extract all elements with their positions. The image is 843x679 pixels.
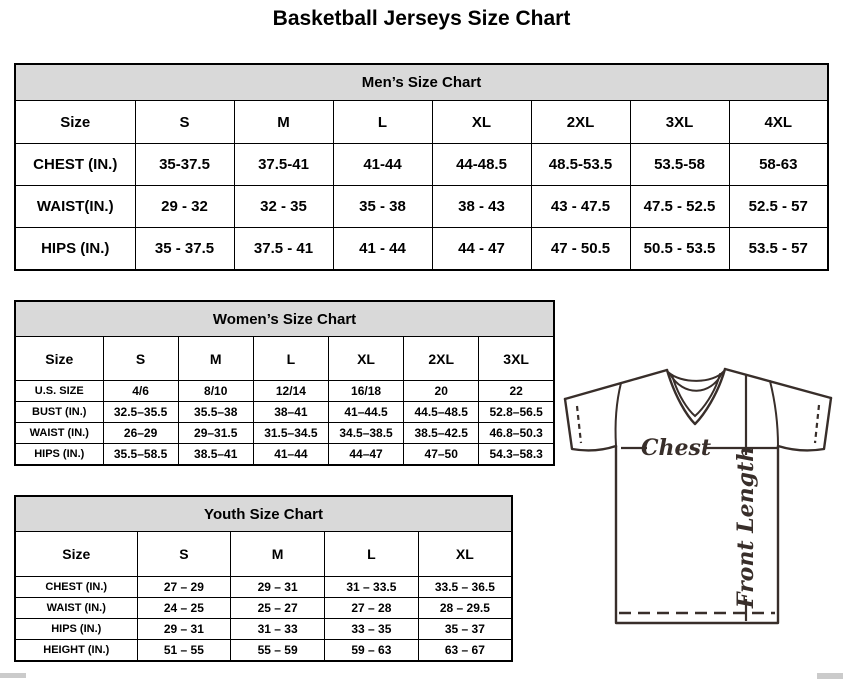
row-label-cell: WAIST (IN.) [15,598,137,619]
value-cell: 31.5–34.5 [253,423,328,444]
column-header-cell: L [253,337,328,381]
value-cell: 35 – 37 [418,619,512,640]
table-title-row [15,301,554,337]
value-cell: 32 - 35 [234,186,333,228]
bottom-left-crop-handle [0,673,26,678]
column-header-cell: M [178,337,253,381]
jersey-right-sleeve-outline [778,398,831,450]
column-header-cell: 4XL [729,101,828,144]
column-header-cell: Size [15,101,135,144]
row-label-cell: HEIGHT (IN.) [15,640,137,662]
value-cell: 37.5 - 41 [234,228,333,271]
value-cell: 38 - 43 [432,186,531,228]
value-cell: 47 - 50.5 [531,228,630,271]
jersey-left-sleeve-outline [565,399,616,450]
page-title: Basketball Jerseys Size Chart [272,7,571,30]
value-cell: 41-44 [333,144,432,186]
value-cell: 44-48.5 [432,144,531,186]
row-label-cell: WAIST(IN.) [15,186,135,228]
jersey-collar-back-arc [668,371,724,381]
jersey-right-shoulder-line [725,369,831,398]
table-row [15,228,828,271]
table-header-row [15,532,512,577]
value-cell: 29 – 31 [137,619,231,640]
value-cell: 63 – 67 [418,640,512,662]
row-label-cell: HIPS (IN.) [15,228,135,271]
table-row [15,144,828,186]
value-cell: 52.5 - 57 [729,186,828,228]
table-header-row [15,337,554,381]
value-cell: 35.5–38 [178,402,253,423]
value-cell: 41–44 [253,444,328,466]
bottom-right-crop-handle [817,673,843,679]
column-header-cell: M [234,101,333,144]
row-label-cell: WAIST (IN.) [15,423,103,444]
jersey-diagram [555,355,843,651]
value-cell: 8/10 [178,381,253,402]
value-cell: 47.5 - 52.5 [630,186,729,228]
value-cell: 4/6 [103,381,178,402]
column-header-cell: 2XL [531,101,630,144]
value-cell: 25 – 27 [231,598,325,619]
row-label-cell: BUST (IN.) [15,402,103,423]
value-cell: 35-37.5 [135,144,234,186]
column-header-cell: XL [432,101,531,144]
table-row [15,423,554,444]
column-header-cell: S [135,101,234,144]
value-cell: 26–29 [103,423,178,444]
jersey-left-cuff-dashed-line [577,406,581,443]
value-cell: 31 – 33 [231,619,325,640]
table-row [15,381,554,402]
value-cell: 37.5-41 [234,144,333,186]
value-cell: 46.8–50.3 [479,423,554,444]
value-cell: 41–44.5 [328,402,403,423]
jersey-left-sleeve-seam [616,383,621,446]
value-cell: 24 – 25 [137,598,231,619]
value-cell: 52.8–56.5 [479,402,554,423]
column-header-cell: XL [328,337,403,381]
chest-label: Chest [640,435,712,461]
column-header-cell: Size [15,532,137,577]
value-cell: 58-63 [729,144,828,186]
value-cell: 54.3–58.3 [479,444,554,466]
value-cell: 32.5–35.5 [103,402,178,423]
value-cell: 48.5-53.5 [531,144,630,186]
table-row [15,598,512,619]
column-header-cell: 2XL [404,337,479,381]
value-cell: 50.5 - 53.5 [630,228,729,271]
table-row [15,577,512,598]
value-cell: 31 – 33.5 [325,577,419,598]
value-cell: 47–50 [404,444,479,466]
table-row [15,402,554,423]
column-header-cell: Size [15,337,103,381]
value-cell: 43 - 47.5 [531,186,630,228]
value-cell: 38.5–42.5 [404,423,479,444]
value-cell: 35 - 38 [333,186,432,228]
table-row [15,444,554,466]
value-cell: 27 – 28 [325,598,419,619]
mens-size-chart-table [14,63,829,271]
value-cell: 51 – 55 [137,640,231,662]
value-cell: 38.5–41 [178,444,253,466]
jersey-right-cuff-dashed-line [815,405,819,443]
table-row [15,640,512,662]
value-cell: 33 – 35 [325,619,419,640]
value-cell: 55 – 59 [231,640,325,662]
jersey-right-sleeve-seam [770,381,778,446]
column-header-cell: S [137,532,231,577]
table-title: Men’s Size Chart [15,64,828,101]
value-cell: 22 [479,381,554,402]
column-header-cell: L [325,532,419,577]
value-cell: 44 - 47 [432,228,531,271]
table-row [15,619,512,640]
value-cell: 20 [404,381,479,402]
table-row [15,186,828,228]
value-cell: 34.5–38.5 [328,423,403,444]
row-label-cell: U.S. SIZE [15,381,103,402]
column-header-cell: S [103,337,178,381]
value-cell: 35.5–58.5 [103,444,178,466]
value-cell: 29 - 32 [135,186,234,228]
column-header-cell: L [333,101,432,144]
value-cell: 33.5 – 36.5 [418,577,512,598]
column-header-cell: M [231,532,325,577]
youth-size-chart-table [14,495,513,662]
table-title-row [15,64,828,101]
table-title: Youth Size Chart [15,496,512,532]
front-length-label: Front Length [733,445,759,609]
row-label-cell: HIPS (IN.) [15,619,137,640]
value-cell: 53.5-58 [630,144,729,186]
value-cell: 12/14 [253,381,328,402]
value-cell: 44–47 [328,444,403,466]
table-header-row [15,101,828,144]
value-cell: 59 – 63 [325,640,419,662]
row-label-cell: HIPS (IN.) [15,444,103,466]
value-cell: 53.5 - 57 [729,228,828,271]
value-cell: 29–31.5 [178,423,253,444]
value-cell: 16/18 [328,381,403,402]
column-header-cell: 3XL [630,101,729,144]
row-label-cell: CHEST (IN.) [15,144,135,186]
table-title-row [15,496,512,532]
value-cell: 29 – 31 [231,577,325,598]
value-cell: 44.5–48.5 [404,402,479,423]
value-cell: 35 - 37.5 [135,228,234,271]
value-cell: 38–41 [253,402,328,423]
value-cell: 28 – 29.5 [418,598,512,619]
value-cell: 27 – 29 [137,577,231,598]
column-header-cell: 3XL [479,337,554,381]
womens-size-chart-table [14,300,555,466]
value-cell: 41 - 44 [333,228,432,271]
column-header-cell: XL [418,532,512,577]
row-label-cell: CHEST (IN.) [15,577,137,598]
table-title: Women’s Size Chart [15,301,554,337]
jersey-left-shoulder-line [565,370,667,399]
